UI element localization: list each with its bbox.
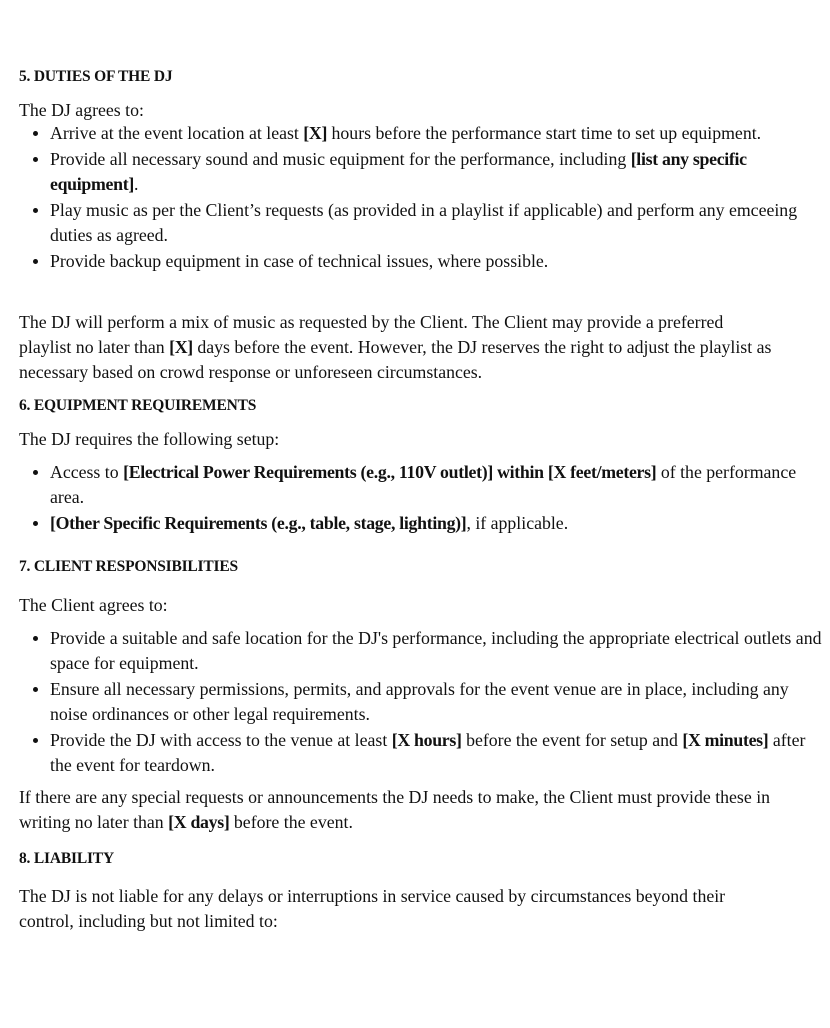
list-item bbox=[50, 249, 830, 274]
section-5-intro: The DJ agrees to: bbox=[19, 100, 144, 120]
section-7-list bbox=[0, 626, 830, 779]
section-8-heading: 8. LIABILITY bbox=[19, 850, 114, 867]
text-run: The DJ will perform a mix of music as requested by the Client. The Client may provide a preferred playlist no later than bbox=[19, 312, 724, 357]
text-run: . bbox=[133, 174, 139, 194]
text-run: Arrive at the event location at least bbox=[50, 123, 304, 143]
text-run: before the event. bbox=[229, 812, 353, 832]
text-run: after the event for teardown. bbox=[50, 730, 806, 775]
text-run: Ensure all necessary permissions, permits, and approvals for the event venue are in place, including any noise ordinances or other legal requirements. bbox=[50, 679, 789, 724]
placeholder-text: [X minutes] bbox=[682, 730, 769, 750]
text-run: Play music as per the Client’s requests (as provided in a playlist if applicable) and perform any emceeing duties as agreed. bbox=[50, 200, 798, 245]
text-run: , if applicable. bbox=[466, 513, 569, 533]
text-run: Access to bbox=[50, 462, 124, 482]
list-item bbox=[50, 198, 830, 248]
list-item bbox=[50, 728, 830, 778]
placeholder-text: [list any specific equipment] bbox=[50, 149, 747, 194]
placeholder-text: [Other Specific Requirements (e.g., table, stage, lighting)] bbox=[50, 513, 467, 533]
section-8-intro: The DJ is not liable for any delays or interruptions in service caused by circumstances beyond their control, including but not limited to: bbox=[19, 886, 726, 931]
placeholder-text: [X] bbox=[303, 123, 328, 143]
section-7-outro bbox=[19, 785, 779, 835]
section-6-intro: The DJ requires the following setup: bbox=[19, 429, 280, 449]
text-run: Provide a suitable and safe location for the DJ's performance, including the appropriate electrical outlets and space for equipment. bbox=[50, 628, 822, 673]
list-item bbox=[50, 626, 830, 676]
list-item bbox=[50, 147, 830, 197]
text-run: Provide the DJ with access to the venue at least bbox=[50, 730, 392, 750]
placeholder-text: [Electrical Power Requirements (e.g., 110V outlet)] within [X feet/meters] bbox=[123, 462, 657, 482]
section-6-heading: 6. EQUIPMENT REQUIREMENTS bbox=[19, 397, 257, 414]
list-item bbox=[50, 677, 830, 727]
text-run: Provide backup equipment in case of technical issues, where possible. bbox=[50, 251, 549, 271]
placeholder-text: [X days] bbox=[168, 812, 230, 832]
section-7-intro: The Client agrees to: bbox=[19, 595, 168, 615]
text-run: If there are any special requests or announcements the DJ needs to make, the Client must provide these in writing no later than bbox=[19, 787, 771, 832]
text-run: before the event for setup and bbox=[461, 730, 683, 750]
section-7-heading: 7. CLIENT RESPONSIBILITIES bbox=[19, 558, 238, 575]
list-item bbox=[50, 460, 830, 510]
text-run: hours before the performance start time to set up equipment. bbox=[327, 123, 762, 143]
placeholder-text: [X hours] bbox=[391, 730, 462, 750]
text-run: Provide all necessary sound and music equipment for the performance, including bbox=[50, 149, 631, 169]
placeholder-text: [X] bbox=[169, 337, 193, 357]
section-5-outro bbox=[19, 310, 779, 385]
section-5-heading: 5. DUTIES OF THE DJ bbox=[19, 68, 173, 85]
list-item bbox=[50, 511, 830, 536]
text-run: days before the event. However, the DJ reserves the right to adjust the playlist as necessary based on crowd response or unforeseen circumstances. bbox=[19, 337, 772, 382]
section-6-list bbox=[0, 460, 830, 537]
list-item bbox=[50, 121, 830, 146]
section-5-list bbox=[0, 121, 830, 275]
text-run: of the performance area. bbox=[50, 462, 797, 507]
